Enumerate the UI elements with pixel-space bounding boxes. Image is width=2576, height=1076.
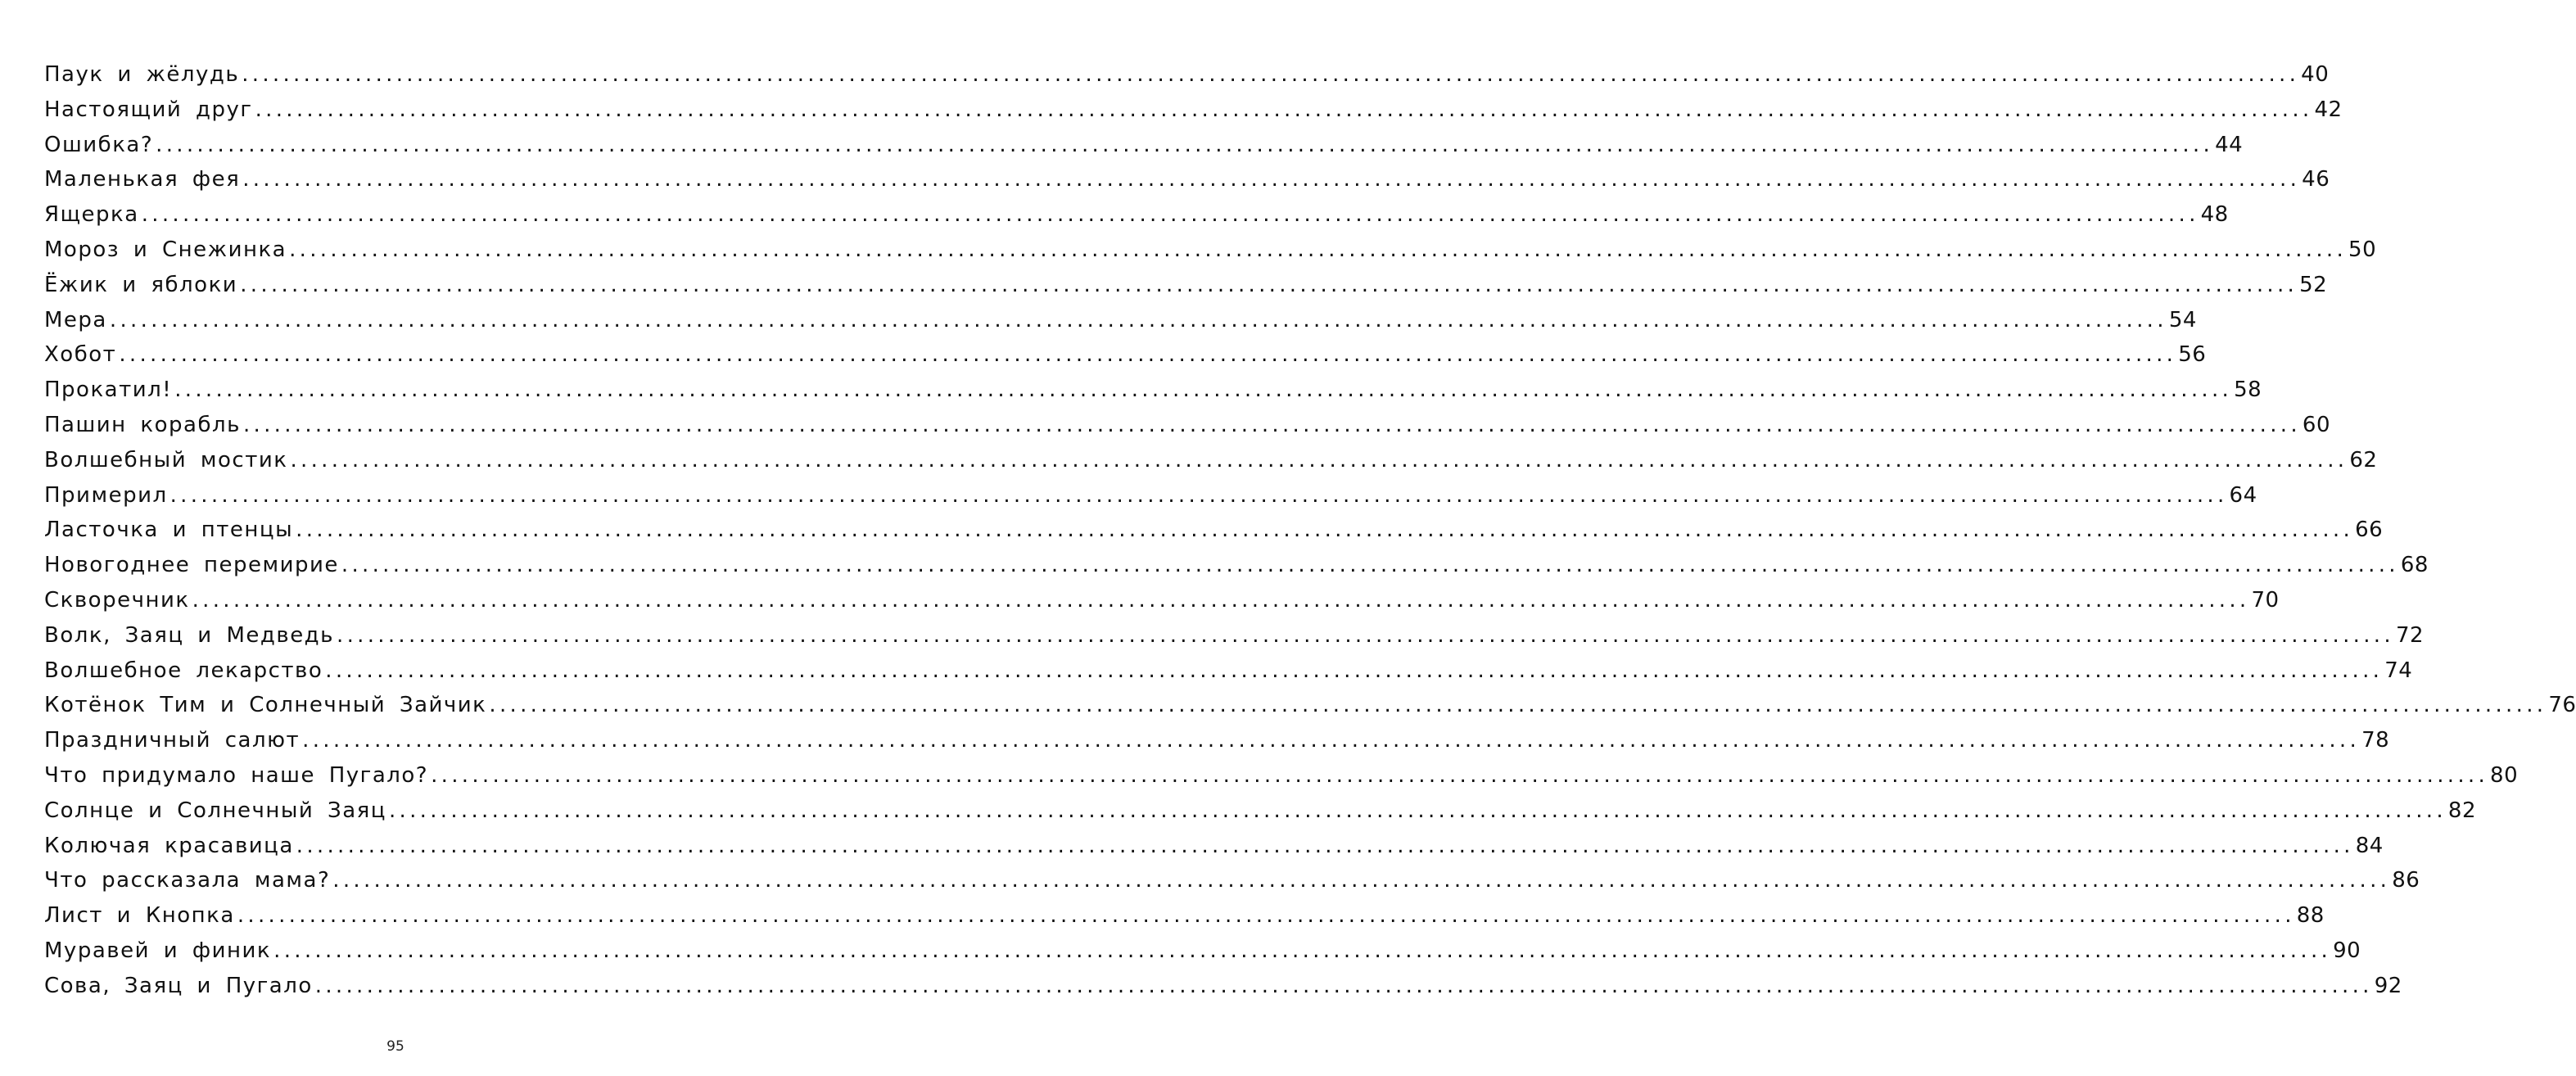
- toc-entry-page: 62: [2349, 447, 2378, 472]
- dot-leader: ........................................................................................................................................................................................................: [341, 553, 2399, 578]
- toc-entry-page: 52: [2299, 272, 2328, 297]
- toc-entry: [44, 898, 2325, 934]
- dot-leader: ........................................................................................................................................................................................................: [237, 903, 2295, 929]
- toc-entry-page: 76: [2548, 693, 2576, 718]
- toc-entry-title: Колючая красавица: [44, 833, 294, 858]
- toc-entry-page: 58: [2234, 378, 2262, 403]
- dot-leader: ........................................................................................................................................................................................................: [240, 272, 2298, 297]
- toc-entry-page: 84: [2355, 833, 2384, 858]
- toc-entry-page: 40: [2301, 62, 2330, 87]
- toc-entry-page: 50: [2348, 237, 2377, 262]
- toc-entry-page: 82: [2447, 798, 2476, 823]
- dot-leader: ........................................................................................................................................................................................................: [255, 97, 2313, 122]
- toc-entry-title: Прокатил!: [44, 378, 173, 403]
- toc-entry-page: 92: [2374, 973, 2402, 998]
- toc-entry-title: Волшебный мостик: [44, 447, 288, 472]
- toc-entry-title: Мороз и Снежинка: [44, 237, 287, 262]
- toc-entry: [44, 723, 2390, 758]
- table-of-contents: [44, 57, 2576, 1004]
- toc-entry-title: Праздничный салют: [44, 728, 301, 753]
- toc-entry: [44, 969, 2402, 1004]
- toc-entry-title: Хобот: [44, 342, 117, 368]
- toc-entry: [44, 93, 2343, 128]
- dot-leader: ........................................................................................................................................................................................................: [290, 447, 2348, 472]
- toc-entry-title: Волшебное лекарство: [44, 658, 323, 683]
- toc-entry-page: 46: [2302, 167, 2330, 192]
- toc-entry-title: Ласточка и птенцы: [44, 518, 294, 543]
- dot-leader: ........................................................................................................................................................................................................: [296, 833, 2354, 858]
- toc-entry: [44, 618, 2425, 653]
- dot-leader: ........................................................................................................................................................................................................: [109, 307, 2167, 332]
- dot-leader: ........................................................................................................................................................................................................: [169, 482, 2228, 508]
- toc-entry-title: Котёнок Тим и Солнечный Зайчик: [44, 693, 487, 718]
- toc-entry-title: Лист и Кнопка: [44, 903, 235, 929]
- toc-entry: [44, 758, 2519, 793]
- dot-leader: ........................................................................................................................................................................................................: [156, 132, 2214, 157]
- toc-entry: [44, 863, 2420, 898]
- dot-leader: ........................................................................................................................................................................................................: [325, 658, 2384, 683]
- toc-entry-title: Сова, Заяц и Пугало: [44, 973, 313, 998]
- toc-entry-page: 44: [2215, 132, 2244, 157]
- toc-entry: [44, 513, 2384, 548]
- toc-entry-title: Паук и жёлудь: [44, 62, 240, 87]
- dot-leader: ........................................................................................................................................................................................................: [332, 868, 2391, 893]
- toc-entry-page: 72: [2395, 622, 2425, 648]
- toc-entry: [44, 128, 2244, 163]
- toc-entry-page: 90: [2333, 938, 2361, 963]
- toc-entry-page: 88: [2296, 903, 2325, 929]
- toc-entry-title: Что рассказала мама?: [44, 868, 331, 893]
- toc-entry-title: Примерил: [44, 482, 168, 508]
- dot-leader: ........................................................................................................................................................................................................: [314, 973, 2373, 998]
- toc-entry-page: 86: [2392, 868, 2420, 893]
- toc-entry: [44, 688, 2576, 723]
- toc-entry: [44, 268, 2328, 303]
- toc-entry: [44, 57, 2330, 93]
- toc-entry-title: Новогоднее перемирие: [44, 553, 339, 578]
- toc-entry-page: 42: [2314, 97, 2343, 122]
- toc-entry-page: 60: [2302, 412, 2330, 437]
- dot-leader: ........................................................................................................................................................................................................: [431, 762, 2489, 788]
- toc-entry: [44, 934, 2361, 969]
- toc-entry-page: 80: [2490, 762, 2519, 788]
- dot-leader: ........................................................................................................................................................................................................: [302, 728, 2361, 753]
- dot-leader: ........................................................................................................................................................................................................: [388, 798, 2447, 823]
- toc-entry: [44, 478, 2257, 513]
- toc-entry-page: 66: [2355, 518, 2384, 543]
- toc-entry-title: Волк, Заяц и Медведь: [44, 622, 334, 648]
- dot-leader: ........................................................................................................................................................................................................: [242, 62, 2300, 87]
- dot-leader: ........................................................................................................................................................................................................: [289, 237, 2348, 262]
- dot-leader: ........................................................................................................................................................................................................: [242, 412, 2301, 437]
- dot-leader: ........................................................................................................................................................................................................: [296, 518, 2354, 543]
- toc-entry-title: Мера: [44, 307, 107, 332]
- dot-leader: ........................................................................................................................................................................................................: [174, 378, 2233, 403]
- toc-entry: [44, 233, 2377, 268]
- dot-leader: ........................................................................................................................................................................................................: [273, 938, 2332, 963]
- toc-entry: [44, 583, 2280, 618]
- toc-entry: [44, 303, 2197, 338]
- toc-entry: [44, 793, 2476, 829]
- toc-entry-page: 56: [2178, 342, 2207, 368]
- toc-entry: [44, 162, 2330, 197]
- toc-entry-page: 68: [2400, 553, 2429, 578]
- dot-leader: ........................................................................................................................................................................................................: [242, 167, 2301, 192]
- toc-entry-title: Пашин корабль: [44, 412, 241, 437]
- toc-entry-page: 70: [2251, 587, 2280, 613]
- toc-entry-title: Настоящий друг: [44, 97, 253, 122]
- dot-leader: ........................................................................................................................................................................................................: [141, 202, 2199, 228]
- toc-entry: [44, 373, 2262, 408]
- page-number: 95: [386, 1038, 404, 1055]
- toc-entry-page: 74: [2384, 658, 2413, 683]
- toc-entry: [44, 548, 2429, 583]
- toc-entry-title: Ёжик и яблоки: [44, 272, 238, 297]
- toc-entry-page: 48: [2200, 202, 2229, 228]
- toc-entry-title: Скворечник: [44, 587, 190, 613]
- dot-leader: ........................................................................................................................................................................................................: [489, 693, 2547, 718]
- toc-entry-page: 54: [2168, 307, 2197, 332]
- toc-entry-title: Солнце и Солнечный Заяц: [44, 798, 386, 823]
- toc-entry-title: Что придумало наше Пугало?: [44, 762, 429, 788]
- toc-entry: [44, 408, 2330, 443]
- dot-leader: ........................................................................................................................................................................................................: [119, 342, 2177, 368]
- toc-entry-page: 64: [2229, 482, 2257, 508]
- dot-leader: ........................................................................................................................................................................................................: [337, 622, 2394, 648]
- toc-entry: [44, 829, 2384, 864]
- toc-entry-title: Маленькая фея: [44, 167, 241, 192]
- toc-entry-title: Ящерка: [44, 202, 139, 228]
- toc-entry-page: 78: [2361, 728, 2390, 753]
- toc-entry: [44, 197, 2229, 233]
- dot-leader: ........................................................................................................................................................................................................: [192, 587, 2250, 613]
- toc-entry: [44, 337, 2207, 373]
- toc-entry: [44, 653, 2413, 689]
- toc-entry: [44, 443, 2378, 478]
- toc-entry-title: Муравей и финик: [44, 938, 272, 963]
- toc-entry-title: Ошибка?: [44, 132, 154, 157]
